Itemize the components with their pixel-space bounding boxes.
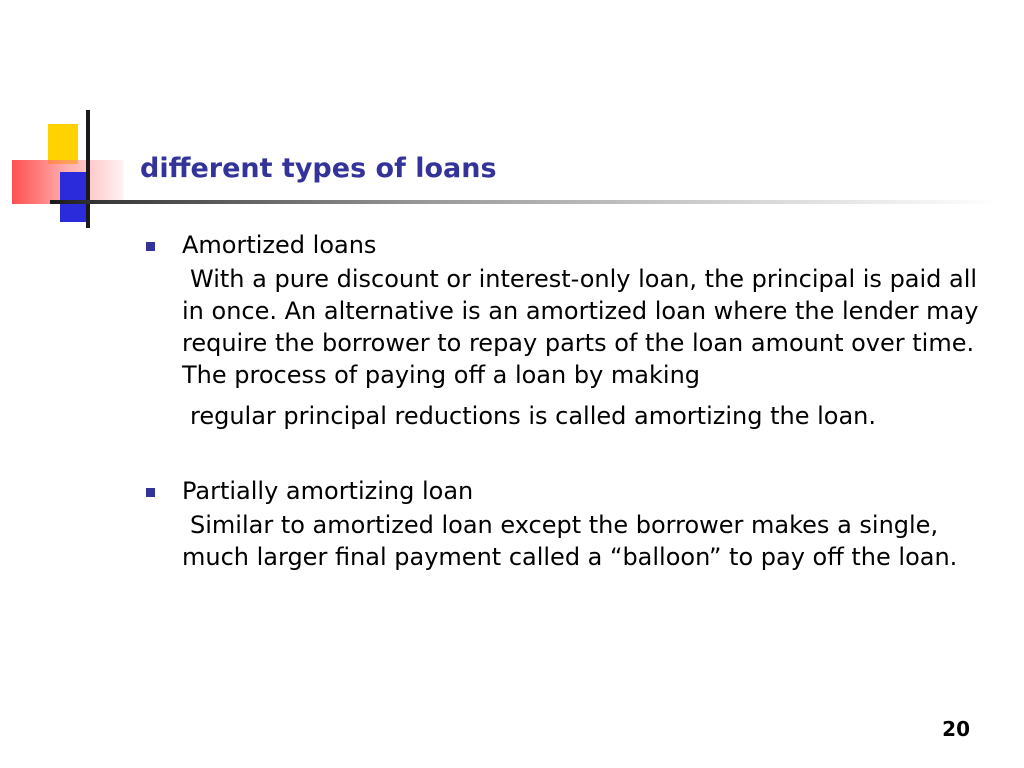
page-number: 20 [942,717,970,741]
bullet-square-icon [146,242,155,251]
bullet-item-partially-amortizing-loan [142,476,1002,573]
bullet-square-icon [146,488,155,497]
decorative-vertical-line [86,110,90,228]
bullet-paragraph [182,509,1002,573]
slide-title: different types of loans [140,153,497,184]
paragraph-text: regular principal reductions is called amortizing the loan. [190,402,876,430]
title-underline [50,200,1000,204]
slide-content [142,230,1002,573]
bullet-heading: Partially amortizing loan [182,477,474,505]
bullet-item-amortized-loans [142,230,1002,432]
bullet-paragraph [182,263,1002,391]
bullet-paragraph [182,400,1002,432]
paragraph-text: With a pure discount or interest-only loan, the principal is paid all in once. An alternative is an amortized loan where the lender may require the borrower to repay parts of the loan amount over time. The process of paying off a loan by making [182,265,979,389]
decorative-yellow-square [48,124,78,164]
bullet-heading: Amortized loans [182,231,377,259]
paragraph-text: Similar to amortized loan except the borrower makes a single, much larger final payment called a “balloon” to pay off the loan. [182,511,958,571]
